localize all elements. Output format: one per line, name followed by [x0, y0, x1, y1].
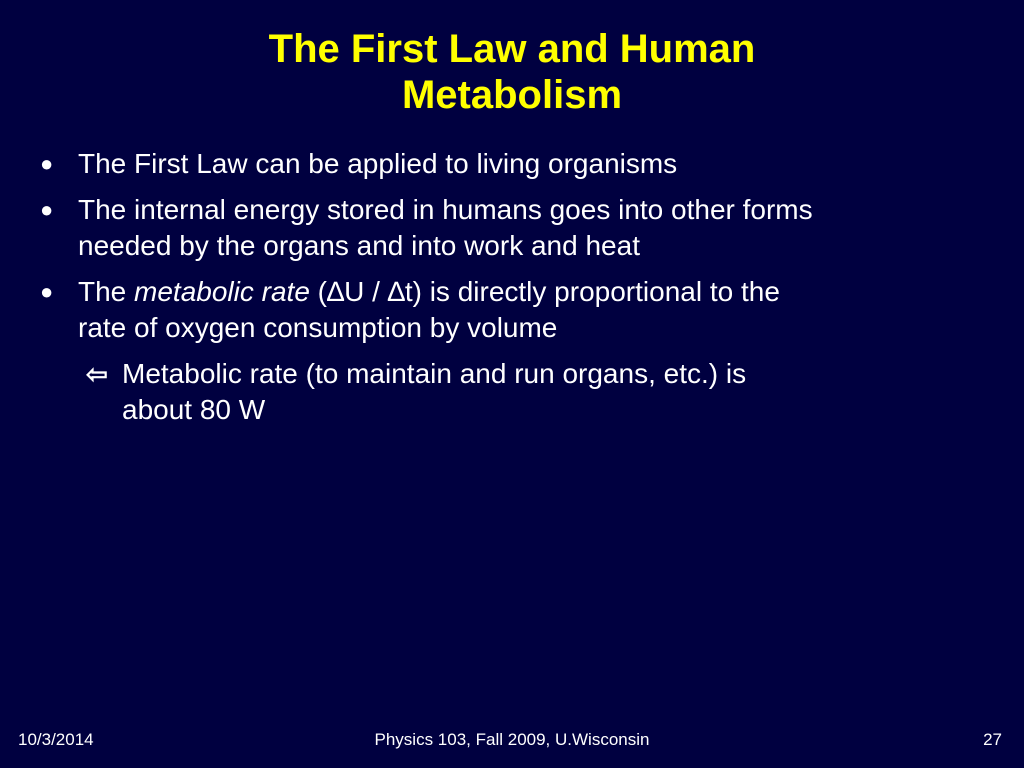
bullet-dot-icon: ●: [40, 279, 54, 304]
bullet-item: [38, 274, 998, 346]
bullet-text-line-1: [78, 274, 998, 310]
footer-date: 10/3/2014: [18, 730, 94, 749]
slide-footer: [0, 730, 1024, 754]
bullet-dot-icon: ●: [40, 151, 54, 176]
bullet-item: [38, 146, 998, 182]
sub-bullet-item: [86, 356, 998, 428]
bullet-text-line-2: rate of oxygen consumption by volume: [78, 312, 558, 343]
bullet-text-post: (∆U / ∆t) is directly proportional to the: [309, 276, 780, 307]
footer-course: Physics 103, Fall 2009, U.Wisconsin: [374, 730, 650, 749]
title-line-1: The First Law and Human: [268, 27, 756, 71]
title-line-2: Metabolism: [401, 73, 623, 117]
sub-bullet-text-line-2: about 80 W: [122, 394, 266, 425]
bullet-dot-icon: ●: [40, 197, 54, 222]
bullet-text-line-1: The internal energy stored in humans goes into other forms: [78, 194, 813, 225]
metabolic-rate-term: metabolic rate: [134, 276, 310, 307]
bullet-item: [38, 192, 998, 264]
footer-page-number: 27: [983, 730, 1002, 749]
sub-bullet-text-line-1: Metabolic rate (to maintain and run organs, etc.) is: [122, 358, 747, 389]
slide-title: [0, 26, 1024, 118]
bullet-text: The First Law can be applied to living organisms: [78, 148, 678, 179]
bullet-text-line-2: needed by the organs and into work and heat: [78, 230, 640, 261]
left-arrow-icon: ⇦: [86, 359, 108, 389]
slide-content: [38, 146, 998, 428]
bullet-text-pre: The: [78, 276, 135, 307]
